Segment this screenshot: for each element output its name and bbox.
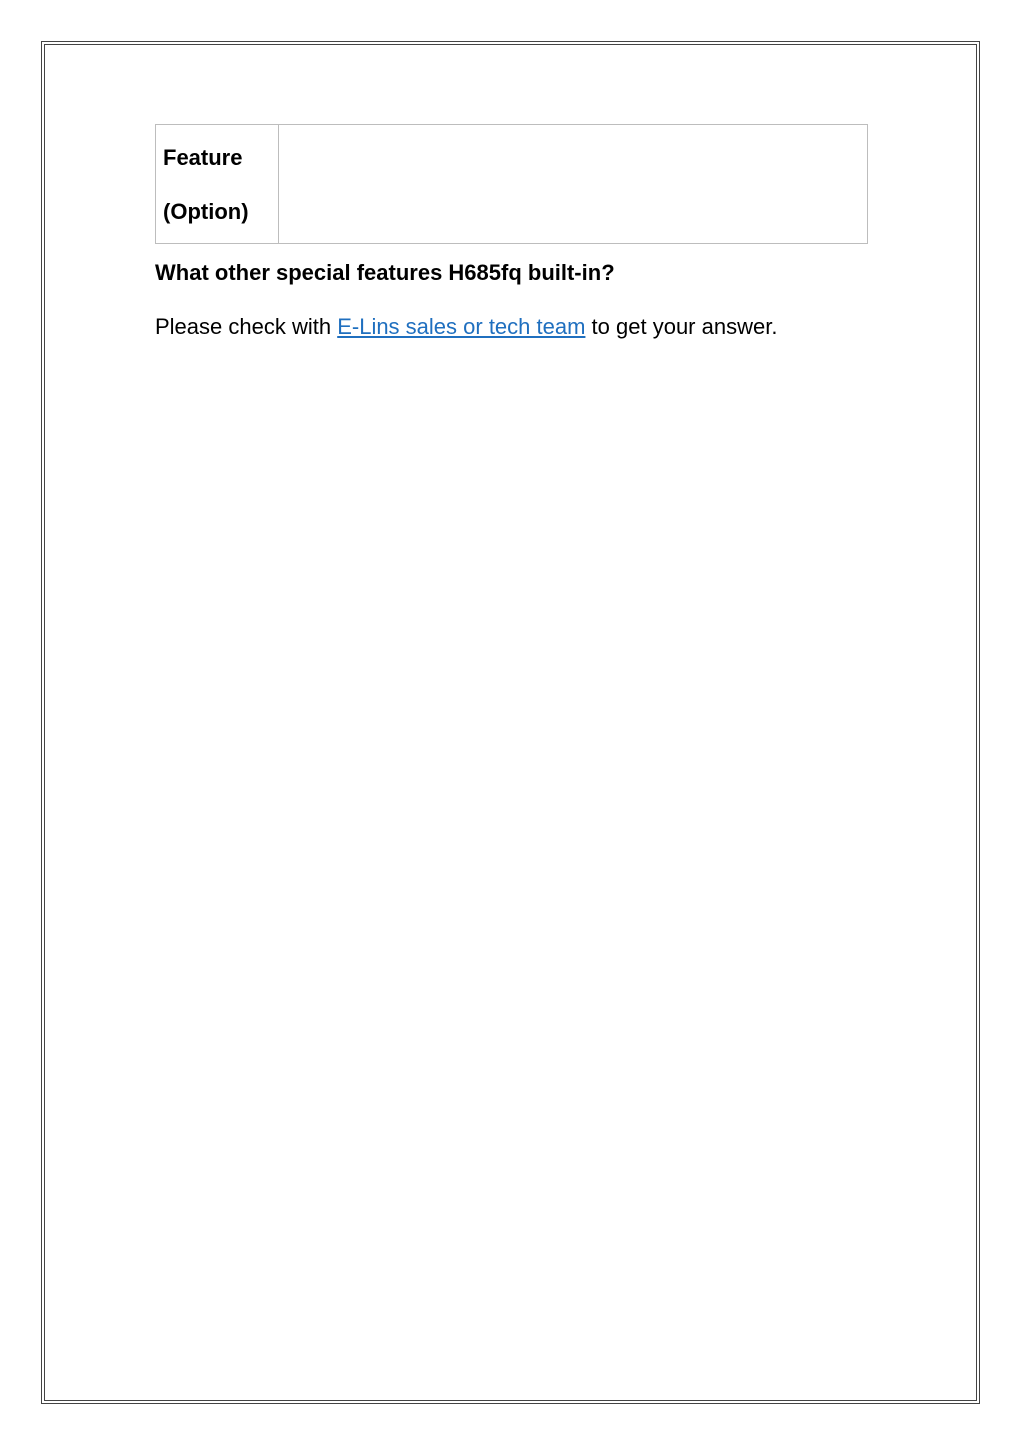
section-question: What other special features H685fq built-in? <box>155 260 615 285</box>
page-frame-inner <box>44 44 977 1401</box>
table-row <box>156 125 868 244</box>
feature-label: Feature <box>163 145 243 170</box>
feature-value-cell <box>279 125 868 244</box>
feature-table <box>155 124 868 244</box>
contact-link[interactable]: E-Lins sales or tech team <box>337 314 586 339</box>
answer-paragraph <box>155 312 777 342</box>
feature-label-cell <box>156 125 279 244</box>
answer-suffix: to get your answer. <box>585 314 778 339</box>
option-label: (Option) <box>163 199 249 224</box>
answer-prefix: Please check with <box>155 314 338 339</box>
